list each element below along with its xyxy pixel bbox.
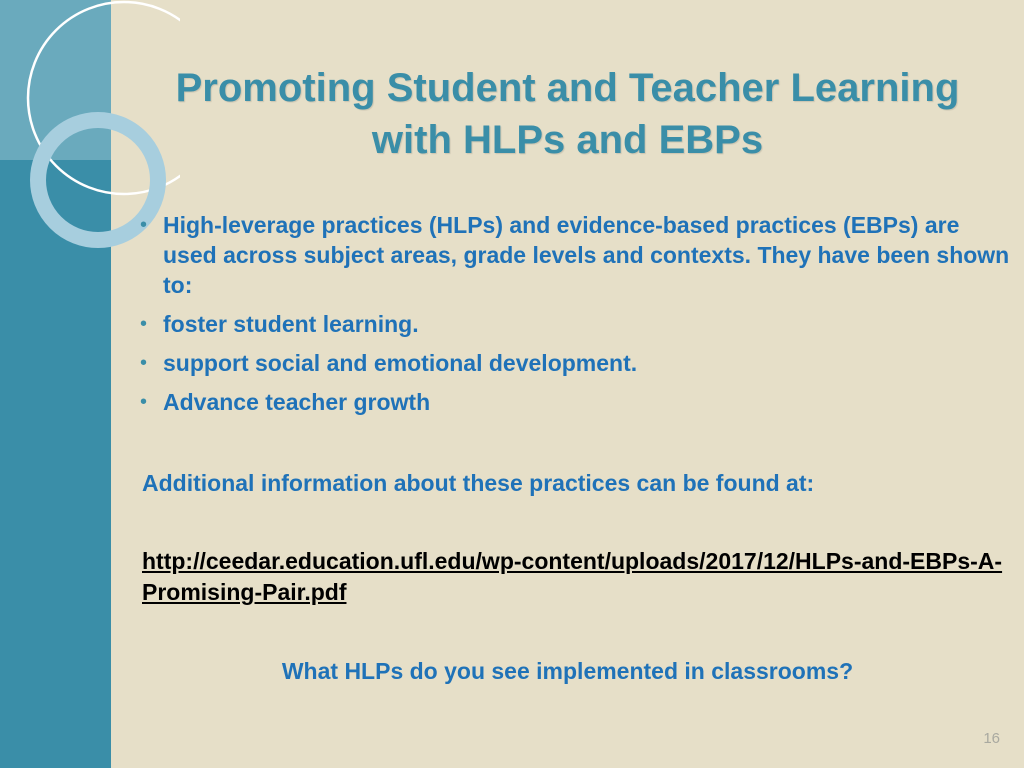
bullet-icon: • — [140, 352, 148, 374]
bullet-text: support social and emotional development. — [163, 350, 638, 376]
slide-title — [111, 62, 1024, 166]
discussion-question: What HLPs do you see implemented in classrooms? — [281, 658, 854, 684]
corner-panel — [0, 0, 111, 160]
additional-info-text: Additional information about these practices can be found at: — [142, 470, 815, 496]
bullet-item — [140, 387, 1010, 417]
bullet-text: High-leverage practices (HLPs) and evidence-based practices (EBPs) are used across subject areas, grade levels and contexts. They have been shown to: — [163, 212, 1010, 298]
bullet-item — [140, 309, 1010, 339]
bullet-list — [140, 210, 1010, 426]
title-line-1: Promoting Student and Teacher Learning — [175, 66, 960, 110]
bullet-item — [140, 348, 1010, 378]
bullet-icon: • — [140, 313, 148, 335]
bullet-item — [140, 210, 1010, 300]
bullet-icon: • — [140, 214, 148, 236]
bullet-icon: • — [140, 391, 148, 413]
bullet-text: Advance teacher growth — [163, 389, 431, 415]
title-line-2: with HLPs and EBPs — [371, 118, 764, 162]
resource-link[interactable]: http://ceedar.education.ufl.edu/wp-content/uploads/2017/12/HLPs-and-EBPs-A-Promising-Pair.pdf — [142, 548, 1003, 605]
bullet-text: foster student learning. — [163, 311, 419, 337]
page-number: 16 — [983, 730, 1000, 747]
